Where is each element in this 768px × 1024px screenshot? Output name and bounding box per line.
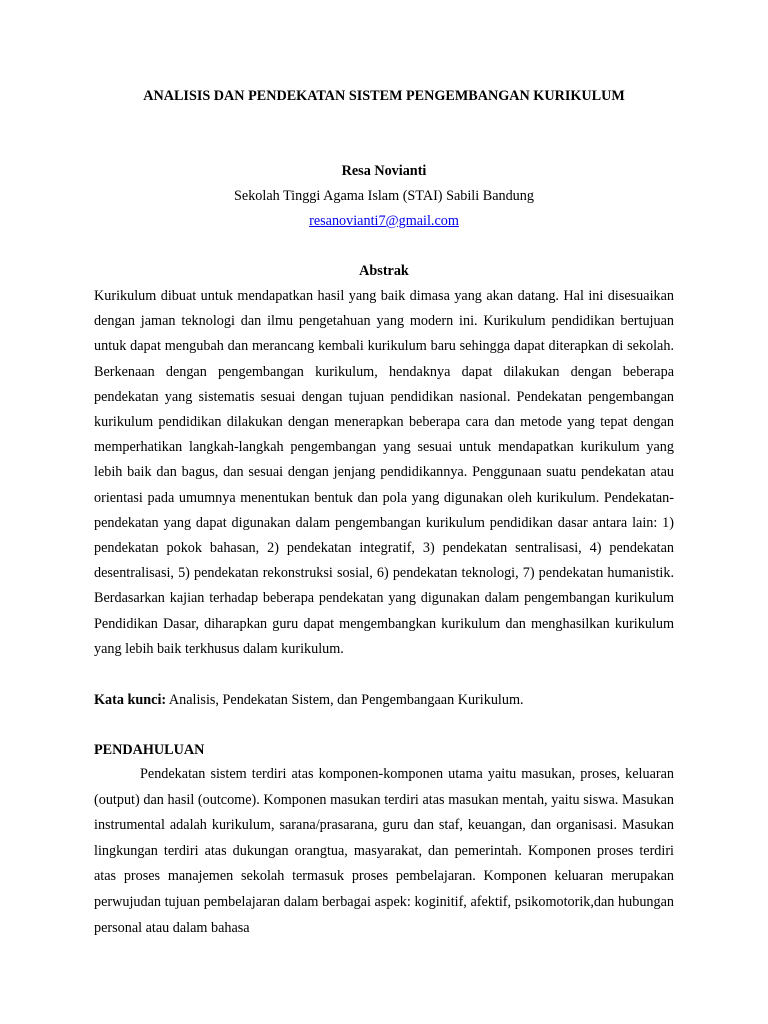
author-name: Resa Novianti [341,163,427,179]
author-email [0,212,768,230]
author-affiliation: Sekolah Tinggi Agama Islam (STAI) Sabili Bandung [234,188,534,204]
paper-title: ANALISIS DAN PENDEKATAN SISTEM PENGEMBANGAN KURIKULUM [143,88,625,104]
introduction-text: Pendekatan sistem terdiri atas komponen-komponen utama yaitu masukan, proses, keluaran (output) dan hasil (outcome). Komponen masukan terdiri atas masukan mentah, yaitu siswa. Masukan instrumental adalah kurikulum, sarana/prasarana, guru dan staf, keuangan, dan organisasi. Masukan lingkungan terdiri atas dukungan orangtua, masyarakat, dan pemerintah. Komponen proses terdiri atas proses manajemen sekolah termasuk proses pembelajaran. Komponen keluaran merupakan perwujudan tujuan pembelajaran dalam berbagai aspek: koginitif, afektif, psikomotorik,dan hubungan personal atau dalam bahasa [94,766,674,936]
section-heading-introduction: PENDAHULUAN [94,742,205,758]
keywords-label: Kata kunci: [94,692,167,708]
email-link[interactable]: resanovianti7@gmail.com [309,213,459,229]
abstract-text: Kurikulum dibuat untuk mendapatkan hasil yang baik dimasa yang akan datang. Hal ini disesuaikan dengan jaman teknologi dan ilmu pengetahuan yang modern ini. Kurikulum pendidikan bertujuan untuk dapat mengubah dan merancang kembali kurikulum baru sehingga dapat diterapkan di sekolah. Berkenaan dengan pengembangan kurikulum, hendaknya dapat dilakukan dengan beberapa pendekatan yang sistematis sesuai dengan tujuan pendidikan nasional. Pendekatan pengembangan kurikulum pendidikan dilakukan dengan menerapkan beberapa cara dan metode yang tepat dengan memperhatikan langkah-langkah pengembangan yang sesuai untuk mendapatkan kurikulum yang lebih baik dan bagus, dan sesuai dengan jenjang pendidikannya. Penggunaan suatu pendekatan atau orientasi pada umumnya menentukan bentuk dan pola yang digunakan oleh kurikulum. Pendekatan-pendekatan yang dapat digunakan dalam pengembangan kurikulum pendidikan dasar antara lain: 1) pendekatan pokok bahasan, 2) pendekatan integratif, 3) pendekatan sentralisasi, 4) pendekatan desentralisasi, 5) pendekatan rekonstruksi sosial, 6) pendekatan teknologi, 7) pendekatan humanistik. Berdasarkan kajian terhadap beberapa pendekatan yang digunakan dalam pengembangan kurikulum Pendidikan Dasar, diharapkan guru dapat mengembangkan kurikulum dan menghasilkan kurikulum yang lebih baik terkhusus dalam kurikulum. [94,288,674,657]
abstract-heading: Abstrak [359,263,409,279]
keywords-list: Analisis, Pendekatan Sistem, dan Pengembangaan Kurikulum. [166,692,524,708]
keywords [94,688,674,713]
